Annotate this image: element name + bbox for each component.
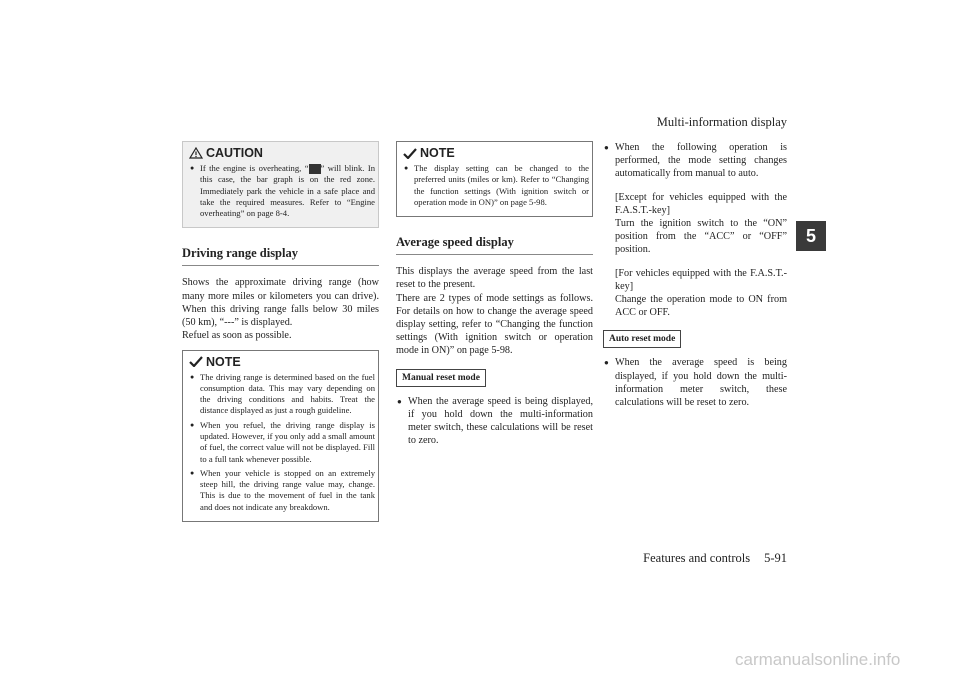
- note-item: ● The display setting can be changed to the preferred units (miles or km). Refer to “Changing the function settings (With ignition switch or operation mode in ON)” on page 5-98.: [403, 163, 589, 208]
- fast-key-except-text: Turn the ignition switch to the “ON” position from the “ACC” or “OFF” position.: [615, 218, 787, 256]
- temperature-warning-icon: [309, 164, 321, 174]
- note-title: NOTE: [189, 355, 375, 369]
- column-2: [396, 141, 593, 447]
- column-1: [182, 141, 379, 522]
- note-item: ● The driving range is determined based on the fuel consumption data. This may vary depending on the driving conditions and habits. Treat the distance displayed as just a rough guideline.: [189, 372, 375, 417]
- driving-range-body: Shows the approximate driving range (how many more miles or kilometers you can drive). When this driving range falls below 30 miles (50 km), “---” is displayed.: [182, 277, 379, 329]
- note-title: NOTE: [403, 146, 589, 160]
- driving-range-heading: Driving range display: [182, 246, 379, 266]
- manual-reset-bullet: ● When the average speed is being displayed, if you hold down the multi-information meter switch, these calculations will be reset to zero.: [396, 395, 593, 448]
- manual-reset-mode-label: Manual reset mode: [396, 369, 486, 387]
- average-speed-heading: Average speed display: [396, 235, 593, 255]
- checkmark-icon: [189, 356, 203, 367]
- checkmark-icon: [403, 148, 417, 159]
- caution-title: CAUTION: [189, 146, 375, 160]
- page-footer: [629, 551, 787, 566]
- column-3: [603, 141, 787, 409]
- average-speed-body-1: This displays the average speed from the last reset to the present.: [396, 266, 593, 291]
- fast-key-except-label: [Except for vehicles equipped with the F.A.S.T.-key]: [615, 191, 787, 216]
- driving-range-body-2: Refuel as soon as possible.: [182, 330, 292, 342]
- running-header: Multi-information display: [656, 115, 787, 129]
- page-number: 5-91: [764, 551, 787, 565]
- caution-box: [182, 141, 379, 228]
- auto-reset-mode-label: Auto reset mode: [603, 330, 681, 348]
- caution-item: ● If the engine is overheating, “ ” will blink. In this case, the bar graph is on the red zone. Immediately park the vehicle in a safe place and take the required measures. Refer to “Engine overheating” on page 8-4.: [189, 163, 375, 219]
- watermark: carmanualsonline.info: [735, 650, 901, 669]
- warning-triangle-icon: [189, 147, 203, 159]
- fast-key-text: Change the operation mode to ON from ACC or OFF.: [615, 294, 787, 319]
- average-speed-body-2: There are 2 types of mode settings as follows. For details on how to change the average speed display setting, refer to “Changing the function settings (With ignition switch or operation mode in ON)” on page 5-98.: [396, 292, 593, 357]
- footer-section: Features and controls: [643, 551, 751, 565]
- mode-change-bullet: ● When the following operation is performed, the mode setting changes automatically from manual to auto.: [603, 141, 787, 181]
- driving-range-note-box: [182, 350, 379, 523]
- chapter-tab: 5: [796, 221, 826, 251]
- fast-key-label: [For vehicles equipped with the F.A.S.T.-key]: [615, 267, 787, 292]
- auto-reset-bullet: ● When the average speed is being displayed, if you hold down the multi-information meter switch, these calculations will be reset to zero.: [603, 356, 787, 409]
- note-item: ● When your vehicle is stopped on an extremely steep hill, the driving range value may, change. This is due to the movement of fuel in the tank and does not indicate any breakdown.: [189, 468, 375, 513]
- note-item: ● When you refuel, the driving range display is updated. However, if you only add a small amount of fuel, the correct value will not be displayed. Fill to a full tank whenever possible.: [189, 420, 375, 465]
- units-note-box: [396, 141, 593, 217]
